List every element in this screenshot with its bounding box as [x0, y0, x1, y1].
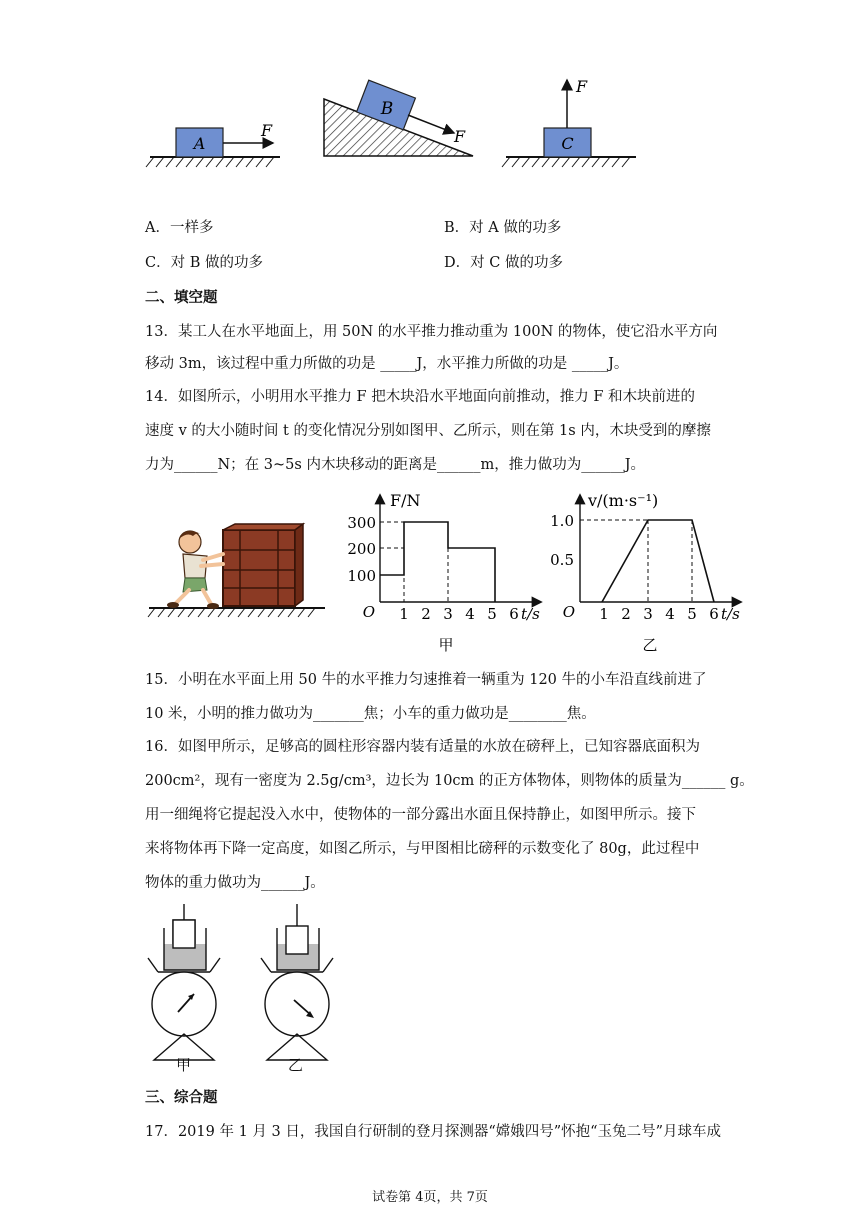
block-c-diagram: [502, 77, 636, 167]
f-graph-origin: O: [362, 603, 375, 621]
v-graph-line: [602, 520, 714, 602]
f-graph-ytick-200: 200: [347, 540, 376, 558]
block-a-diagram: [146, 121, 280, 167]
q16-caption-left: 甲: [176, 1056, 192, 1074]
option-c: C．对 B 做的功多: [145, 255, 263, 271]
v-graph-ylabel: v/(m·s⁻¹): [588, 491, 659, 510]
v-graph-xtick-4: 4: [665, 605, 675, 623]
f-graph-ytick-100: 100: [347, 567, 376, 585]
block-a-label: A: [193, 134, 206, 153]
boy-icon: [167, 531, 223, 609]
v-graph-ytick-05: 0.5: [550, 551, 574, 569]
f-graph-xtick-1: 1: [399, 605, 409, 623]
q13-line2: 移动 3m，该过程中重力所做的功是 _____J，水平推力所做的功是 _____J。: [145, 356, 629, 372]
v-graph-ytick-1: 1.0: [550, 512, 574, 530]
scale-right: [261, 904, 333, 1060]
q16-line2: 200cm²，现有一密度为 2.5g/cm³，边长为 10cm 的正方体物体，则物体的质量为______ g。: [145, 773, 754, 789]
v-graph-xtick-2: 2: [621, 605, 631, 623]
wooden-box-icon: [223, 524, 303, 606]
f-graph-step-line: [380, 522, 495, 602]
q12-figure: [140, 70, 660, 180]
q16-line1: 16．如图甲所示，足够高的圆柱形容器内装有适量的水放在磅秤上，已知容器底面积为: [145, 739, 700, 755]
f-graph-xlabel: t/s: [521, 605, 540, 623]
q16-caption-right: 乙: [288, 1056, 304, 1074]
section-title-comprehensive: 三、综合题: [145, 1089, 218, 1106]
q16-line5: 物体的重力做功为______J。: [145, 875, 325, 891]
v-graph-origin: O: [562, 603, 575, 621]
f-graph-xtick-4: 4: [465, 605, 475, 623]
q16-line4: 来将物体再下降一定高度，如图乙所示，与甲图相比磅秤的示数变化了 80g，此过程中: [145, 841, 700, 857]
q16-scales-figure: [140, 900, 360, 1076]
force-b-label: F: [454, 127, 466, 146]
q15-line2: 10 米，小明的推力做功为_______焦；小车的重力做功是________焦。: [145, 706, 596, 722]
f-graph-caption: 甲: [438, 636, 454, 654]
q14-line2: 速度 v 的大小随时间 t 的变化情况分别如图甲、乙所示，则在第 1s 内，木块受到的摩擦: [145, 423, 711, 439]
f-graph-xtick-2: 2: [421, 605, 431, 623]
force-a-label: F: [261, 121, 273, 140]
q14-line1: 14．如图所示，小明用水平推力 F 把木块沿水平地面向前推动，推力 F 和木块前进的: [145, 389, 696, 405]
v-graph-xtick-1: 1: [599, 605, 609, 623]
page-footer: 试卷第 4页，共 7页: [372, 1190, 488, 1205]
f-graph-ytick-300: 300: [347, 514, 376, 532]
v-graph-xlabel: t/s: [721, 605, 740, 623]
block-b-label: B: [380, 99, 394, 119]
block-c-label: C: [561, 134, 574, 153]
v-graph-xtick-3: 3: [643, 605, 653, 623]
velocity-time-graph: [540, 488, 755, 658]
scale-left: [148, 904, 220, 1060]
q14-line3: 力为______N；在 3~5s 内木块移动的距离是______m，推力做功为______J。: [145, 457, 646, 473]
force-c-label: F: [576, 77, 588, 96]
q15-line1: 15．小明在水平面上用 50 牛的水平推力匀速推着一辆重为 120 牛的小车沿直线前进了: [145, 672, 707, 688]
f-graph-xtick-3: 3: [443, 605, 453, 623]
q16-line3: 用一细绳将它提起没入水中，使物体的一部分露出水面且保持静止，如图甲所示。接下: [145, 807, 696, 823]
v-graph-xtick-6: 6: [709, 605, 719, 623]
boy-pushing-box-illustration: [145, 520, 330, 628]
f-graph-ylabel: F/N: [390, 491, 421, 510]
q13-line1: 13．某工人在水平地面上，用 50N 的水平推力推动重为 100N 的物体，使它沿水平方向: [145, 324, 718, 340]
f-graph-xtick-6: 6: [509, 605, 519, 623]
f-graph-xtick-5: 5: [487, 605, 497, 623]
option-d: D．对 C 做的功多: [444, 255, 563, 271]
option-b: B．对 A 做的功多: [444, 220, 562, 236]
v-graph-xtick-5: 5: [687, 605, 697, 623]
block-b-diagram: [324, 80, 473, 156]
option-a: A．一样多: [145, 220, 214, 236]
q17-line1: 17．2019 年 1 月 3 日，我国自行研制的登月探测器“嫦娥四号”怀抱“玉兔二号”月球车成: [145, 1124, 721, 1140]
v-graph-caption: 乙: [642, 636, 658, 654]
force-time-graph: [340, 488, 550, 658]
section-title-fill-blank: 二、填空题: [145, 289, 218, 306]
